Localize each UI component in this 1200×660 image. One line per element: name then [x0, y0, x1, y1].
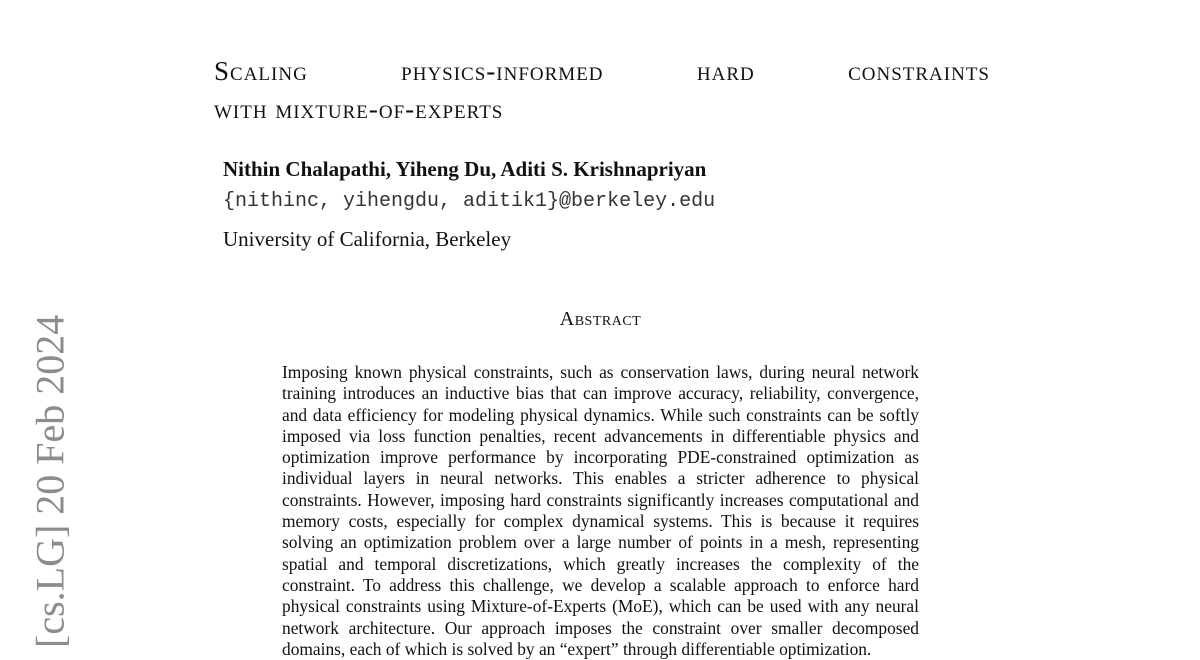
author-list: Nithin Chalapathi, Yiheng Du, Aditi S. Krishnapriyan: [223, 157, 707, 181]
paper-title-line1: Scaling physics-informed hard constraints: [214, 56, 990, 86]
paper-title: [214, 52, 990, 128]
arxiv-stamp: [20, 0, 80, 648]
arxiv-stamp-text: [cs.LG] 20 Feb 2024: [27, 314, 73, 648]
abstract-heading: Abstract: [559, 308, 642, 330]
paper-title-line2: with mixture-of-experts: [214, 94, 504, 124]
author-emails: {nithinc, yihengdu, aditik1}@berkeley.edu: [223, 190, 716, 213]
abstract-body: Imposing known physical constraints, such as conservation laws, during neural network training introduces an inductive bias that can improve accuracy, reliability, convergence, and data efficiency for modeling physical dynamics. While such constraints can be softly imposed via loss function penalties, recent advancements in differentiable physics and optimization improve performance by incorporating PDE-constrained optimization as individual layers in neural networks. This enables a stricter adherence to physical constraints. However, imposing hard constraints significantly increases computational and memory costs, especially for complex dynamical systems. This is because it requires solving an optimization problem over a large number of points in a mesh, representing spatial and temporal discretizations, which greatly increases the complexity of the constraint. To address this challenge, we develop a scalable approach to enforce hard physical constraints using Mixture-of-Experts (MoE), which can be used with any neural network architecture. Our approach imposes the constraint over smaller decomposed domains, each of which is solved by an “expert” through differentiable optimization.: [282, 362, 919, 659]
author-affiliation: University of California, Berkeley: [223, 227, 512, 251]
